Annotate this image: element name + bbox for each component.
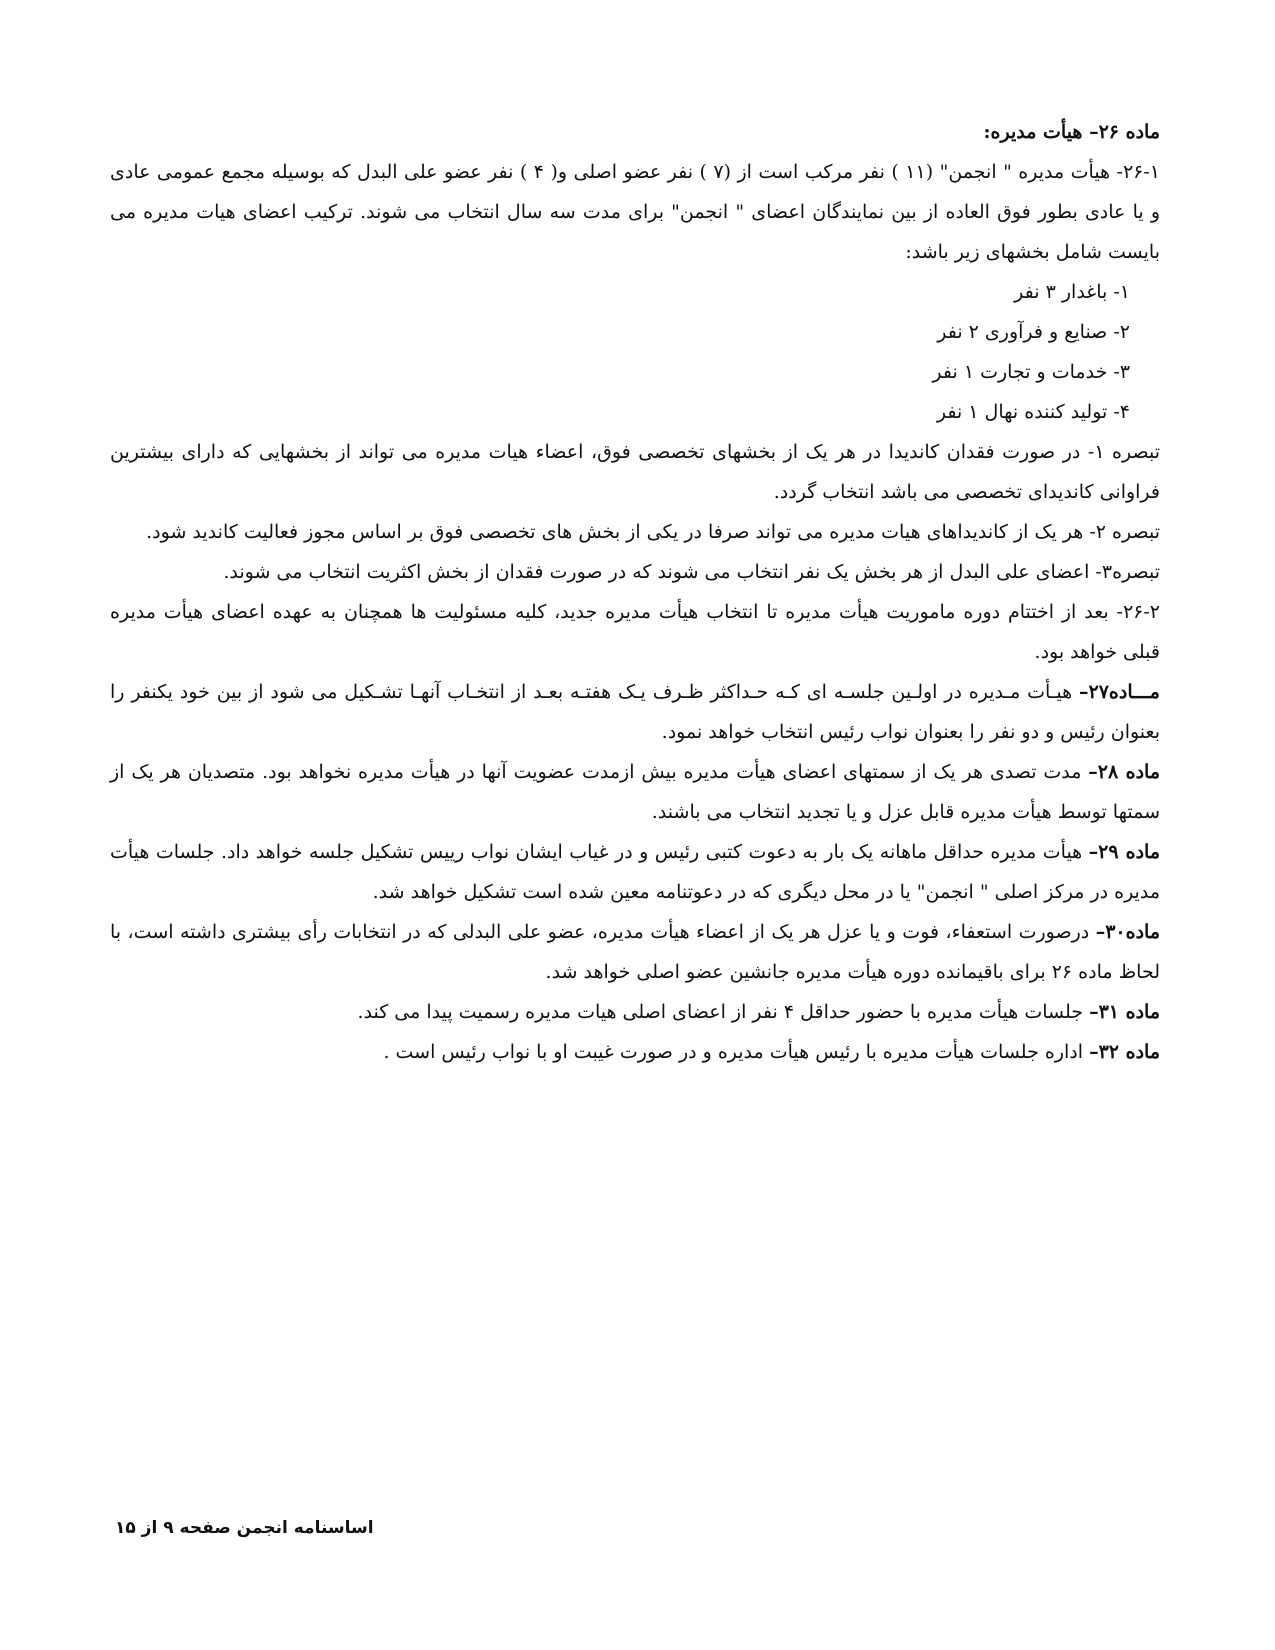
article-32	[110, 1032, 1160, 1072]
list-item: ۱- باغدار ۳ نفر	[1014, 281, 1130, 303]
article-29-text: هیأت مدیره حداقل ماهانه یک بار به دعوت کتبی رئیس و در غیاب ایشان نواب رییس تشکیل جلسه خواهد داد. جلسات هیأت مدیره در مرکز اصلی " انجمن" یا در محل دیگری که در دعوتنامه معین شده است تشکیل خواهد شد.	[110, 841, 1160, 903]
note-3: تبصره۳- اعضای علی البدل از هر بخش یک نفر انتخاب می شوند که در صورت فقدان از بخش اکثریت انتخاب می شوند.	[223, 561, 1160, 583]
article-26-heading: ماده ۲۶– هیأت مدیره:	[983, 121, 1160, 143]
note-2: تبصره ۲- هر یک از کاندیداهای هیات مدیره می تواند صرفا در یکی از بخش های تخصصی فوق بر اساس مجوز فعالیت کاندید شود.	[146, 521, 1160, 543]
article-29-label: ماده ۲۹–	[1088, 841, 1160, 863]
article-31-label: ماده ۳۱–	[1089, 1001, 1160, 1023]
article-28	[110, 752, 1160, 832]
note-1: تبصره ۱- در صورت فقدان کاندیدا در هر یک از بخشهای تخصصی فوق، اعضاء هیات مدیره می تواند از بخشهایی که دارای بیشترین فراوانی کاندیدای تخصصی می باشد انتخاب گردد.	[110, 441, 1160, 503]
board-composition-list	[110, 272, 1160, 432]
article-27-label: مـــاده۲۷–	[1078, 681, 1160, 703]
article-28-label: ماده ۲۸–	[1088, 761, 1160, 783]
list-item: ۴- تولید کننده نهال ۱ نفر	[936, 401, 1130, 423]
clause-26-2: ۲۶-۲- بعد از اختتام دوره ماموریت هیأت مدیره تا انتخاب هیأت مدیره جدید، کلیه مسئولیت ها همچنان به عهده اعضای هیأت مدیره قبلی خواهد بود.	[110, 601, 1160, 663]
list-item: ۳- خدمات و تجارت ۱ نفر	[932, 361, 1130, 383]
article-27-text: هیـأت مـدیره در اولـین جلسـه ای کـه حـداکثر ظـرف یـک هفتـه بعـد از انتخـاب آنهـا تشـکیل می شود از بین خود یکنفر را بعنوان رئیس و دو نفر را بعنوان نواب رئیس انتخاب خواهد نمود.	[110, 681, 1160, 743]
article-30	[110, 912, 1160, 992]
document-body	[110, 112, 1160, 1072]
article-31	[110, 992, 1160, 1032]
article-28-text: مدت تصدی هر یک از سمتهای اعضای هیأت مدیره بیش ازمدت عضویت آنها در هیأت مدیره نخواهد بود. متصدیان هر یک از سمتها توسط هیأت مدیره قابل عزل و یا تجدید انتخاب می باشند.	[110, 761, 1160, 823]
clause-26-1: ۲۶-۱- هیأت مدیره " انجمن" (۱۱ ) نفر مرکب است از (۷ ) نفر عضو اصلی و( ۴ ) نفر عضو علی البدل که بوسیله مجمع عمومی عادی و یا عادی بطور فوق العاده از بین نمایندگان اعضای " انجمن" برای مدت سه سال انتخاب می شوند. ترکیب اعضای هیات مدیره می بایست شامل بخشهای زیر باشد:	[110, 161, 1161, 263]
article-31-text: جلسات هیأت مدیره با حضور حداقل ۴ نفر از اعضای اصلی هیات مدیره رسمیت پیدا می کند.	[357, 1001, 1090, 1023]
article-30-label: ماده۳۰–	[1095, 921, 1160, 943]
article-27	[110, 672, 1160, 752]
article-29	[110, 832, 1160, 912]
article-32-text: اداره جلسات هیأت مدیره با رئیس هیأت مدیره و در صورت غیبت او با نواب رئیس است .	[383, 1041, 1090, 1063]
article-32-label: ماده ۳۲–	[1089, 1041, 1160, 1063]
article-30-text: درصورت استعفاء، فوت و یا عزل هر یک از اعضاء هیأت مدیره، عضو علی البدلی که در انتخابات رأی بیشتری داشته است، با لحاظ ماده ۲۶ برای باقیمانده دوره هیأت مدیره جانشین عضو اصلی خواهد شد.	[110, 921, 1160, 983]
list-item: ۲- صنایع و فرآوری ۲ نفر	[937, 321, 1130, 343]
page-footer: اساسنامه انجمن صفحه ۹ از ۱۵	[115, 1518, 374, 1538]
